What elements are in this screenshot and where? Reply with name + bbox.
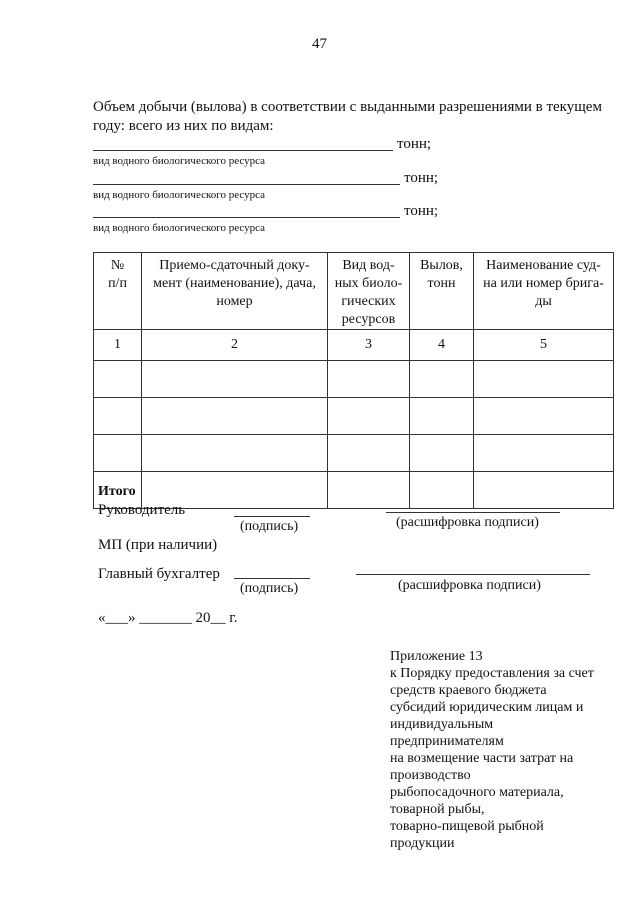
table-cell <box>474 361 614 398</box>
table-cell <box>410 435 474 472</box>
column-number: 5 <box>474 330 614 361</box>
date-line: «___» _______ 20__ г. <box>98 610 238 626</box>
table-header-row <box>94 253 614 330</box>
intro-line-1: Объем добычи (вылова) в соответствии с выданными разрешениями в текущем <box>93 99 602 115</box>
appendix-line: производство <box>390 768 471 783</box>
table-cell <box>94 398 142 435</box>
appendix-title: Приложение 13 <box>390 649 483 664</box>
intro-line-2: году: всего из них по видам: <box>93 118 274 134</box>
table-cell <box>328 398 410 435</box>
table-cell <box>328 435 410 472</box>
appendix-line: к Порядку предоставления за счет <box>390 666 594 681</box>
accountant-signature-line <box>234 578 310 579</box>
accountant-decode-caption: (расшифровка подписи) <box>398 578 541 593</box>
table-cell <box>142 435 328 472</box>
table-cell <box>142 361 328 398</box>
table-row <box>94 398 614 435</box>
total-label: Итого <box>94 472 142 509</box>
table-row <box>94 361 614 398</box>
table-cell <box>410 361 474 398</box>
header-number: № п/п <box>94 253 142 330</box>
column-number: 4 <box>410 330 474 361</box>
page-number: 47 <box>312 36 327 52</box>
catch-report-table <box>93 252 614 509</box>
species-unit-1: тонн; <box>397 136 432 152</box>
species-unit-3: тонн; <box>404 203 439 219</box>
column-number-row <box>94 330 614 361</box>
head-signature-line <box>234 516 310 517</box>
accountant-signature-caption: (подпись) <box>240 581 299 596</box>
table-cell <box>94 361 142 398</box>
appendix-line: средств краевого бюджета <box>390 683 547 698</box>
species-fill-line-1 <box>93 150 393 151</box>
header-catch: Вылов, тонн <box>410 253 474 330</box>
header-species: Вид вод- ных биоло- гических ресурсов <box>328 253 410 330</box>
appendix-line: на возмещение части затрат на <box>390 751 574 766</box>
appendix-line: товарно-пищевой рыбной <box>390 819 544 834</box>
stamp-label: МП (при наличии) <box>98 537 218 553</box>
intro-paragraph <box>93 98 613 136</box>
appendix-line: предпринимателям <box>390 734 504 749</box>
head-signature-caption: (подпись) <box>240 519 299 534</box>
column-number: 2 <box>142 330 328 361</box>
species-caption-3: вид водного биологического ресурса <box>93 222 266 234</box>
species-caption-1: вид водного биологического ресурса <box>93 155 266 167</box>
head-decode-caption: (расшифровка подписи) <box>396 515 539 530</box>
table-cell <box>474 472 614 509</box>
appendix-line: товарной рыбы, <box>390 802 485 817</box>
table-cell <box>94 435 142 472</box>
table-cell <box>410 398 474 435</box>
table-cell <box>410 472 474 509</box>
head-label: Руководитель <box>98 502 186 518</box>
table-row <box>94 435 614 472</box>
appendix-line: рыбопосадочного материала, <box>390 785 564 800</box>
appendix-line: продукции <box>390 836 455 851</box>
species-fill-line-3 <box>93 217 400 218</box>
head-decode-line <box>386 512 560 513</box>
table-cell <box>328 472 410 509</box>
column-number: 3 <box>328 330 410 361</box>
species-fill-line-2 <box>93 184 400 185</box>
appendix-line: индивидуальным <box>390 717 494 732</box>
appendix-block <box>390 648 630 852</box>
species-unit-2: тонн; <box>404 170 439 186</box>
table-cell <box>142 398 328 435</box>
column-number: 1 <box>94 330 142 361</box>
appendix-line: субсидий юридическим лицам и <box>390 700 584 715</box>
table-cell <box>474 398 614 435</box>
accountant-decode-line <box>356 574 590 575</box>
table-cell <box>474 435 614 472</box>
table-cell <box>328 361 410 398</box>
accountant-label: Главный бухгалтер <box>98 566 220 582</box>
species-caption-2: вид водного биологического ресурса <box>93 189 266 201</box>
header-vessel: Наименование суд- на или номер брига- ды <box>474 253 614 330</box>
header-document: Приемо-сдаточный доку- мент (наименование), дача, номер <box>142 253 328 330</box>
